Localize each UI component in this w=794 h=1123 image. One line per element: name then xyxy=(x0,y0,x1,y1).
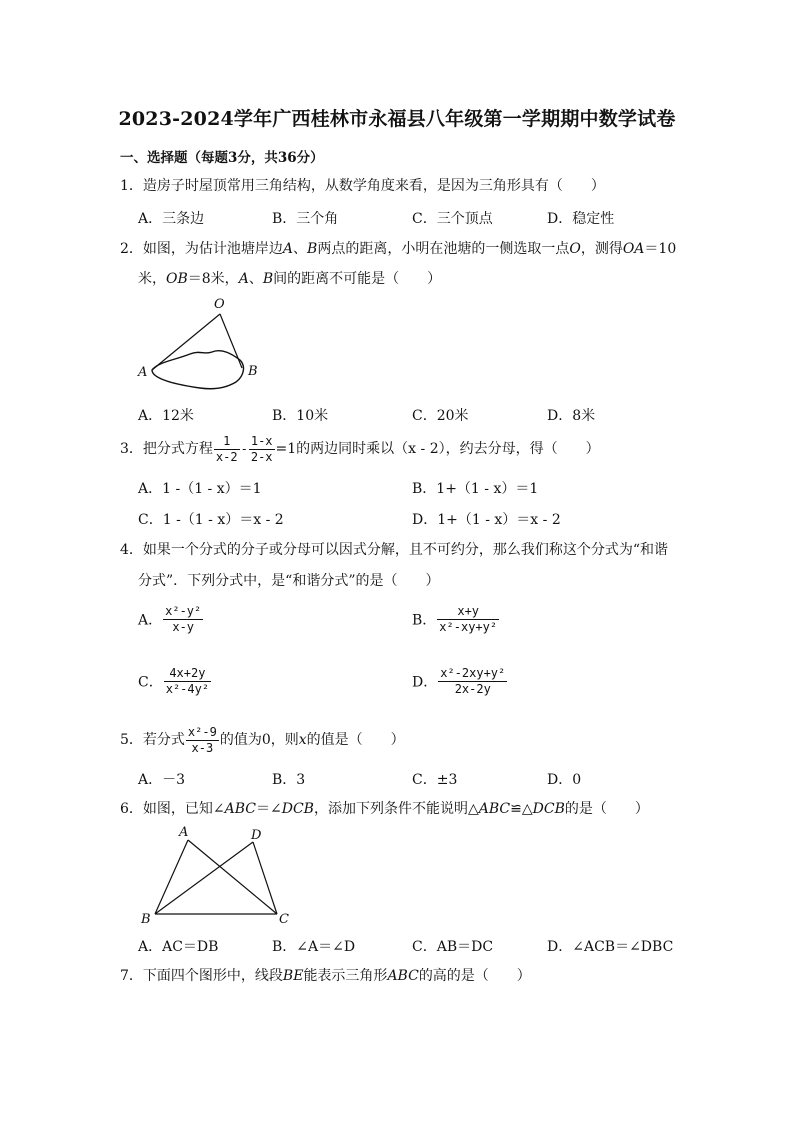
q5-option-d: D．0 xyxy=(547,772,582,788)
q3-fraction-1: $\frac{1}{x-2}$ xyxy=(215,433,238,464)
q3-option-b: B．1+（1 - x）＝1 xyxy=(412,481,539,497)
pond-figure xyxy=(130,292,270,392)
q4-option-b: B． $\frac{x+y}{\text{x²-xy+y²}}$ xyxy=(412,604,498,634)
q2-option-b: B．10米 xyxy=(272,408,329,424)
q3-option-c: C．1 -（1 - x）＝x - 2 xyxy=(138,512,284,528)
q2-option-c: C．20米 xyxy=(412,408,469,424)
question-1: 1．造房子时屋顶常用三角结构，从数学角度来看，是因为三角形具有（ ） xyxy=(120,178,605,194)
q6-option-a: A．AC＝DB xyxy=(138,939,219,955)
q5-fraction: $\frac{\text{x²-9}}{x-3}$ xyxy=(187,724,217,755)
section-heading: 一、选择题（每题3分，共36分） xyxy=(120,150,324,166)
fig-label-b: B xyxy=(248,364,258,379)
fig-label-c: C xyxy=(279,912,289,927)
q1-option-b: B．三个角 xyxy=(272,211,339,227)
q3-fraction-2: $\frac{1-x}{2-x}$ xyxy=(250,433,273,464)
fig-label-b: B xyxy=(141,912,151,927)
question-6: 6．如图，已知∠ABC＝∠DCB，添加下列条件不能说明△ABC≌△DCB的是（ ） xyxy=(120,801,649,817)
question-2-line-2: 米，OB＝8米，A、B间的距离不可能是（ ） xyxy=(138,271,442,287)
q4-option-a: A． $\frac{\text{x²-y²}}{x-y}$ xyxy=(138,604,202,634)
q4-option-d: D． $\frac{\text{x²-2xy+y²}}{2x-2y}$ xyxy=(412,666,506,696)
fig-label-a: A xyxy=(179,825,189,840)
question-5: 5．若分式 $\frac{\text{x²-9}}{x-3}$ 的值为0，则x的值是（ ） xyxy=(120,724,405,755)
fig-label-o: O xyxy=(214,297,225,312)
question-4-line-2: 分式”．下列分式中，是“和谐分式”的是（ ） xyxy=(138,573,440,589)
q3-option-a: A．1 -（1 - x）＝1 xyxy=(138,481,262,497)
q6-option-d: D．∠ACB＝∠DBC xyxy=(547,939,674,955)
q6-option-b: B．∠A＝∠D xyxy=(272,939,356,955)
q1-option-a: A．三条边 xyxy=(138,211,205,227)
exam-title: 2023-2024学年广西桂林市永福县八年级第一学期期中数学试卷 xyxy=(118,108,676,130)
q4-option-c: C． $\frac{4x+2y}{\text{x²-4y²}}$ xyxy=(138,666,210,696)
q6-option-c: C．AB＝DC xyxy=(412,939,494,955)
q5-option-b: B．3 xyxy=(272,772,306,788)
fig-label-d: D xyxy=(251,828,262,843)
question-3: 3．把分式方程 $\frac{1}{x-2}$ - $\frac{1-x}{2-x}$ =1的两边同时乘以（x - 2），约去分母，得（ ） xyxy=(120,433,600,464)
q2-option-a: A．12米 xyxy=(138,408,194,424)
question-4-line-1: 4．如果一个分式的分子或分母可以因式分解，且不可约分，那么我们称这个分式为“和谐 xyxy=(120,542,669,558)
question-7: 7．下面四个图形中，线段BE能表示三角形ABC的高的是（ ） xyxy=(120,968,531,984)
quadrilateral-figure xyxy=(135,822,305,930)
question-2-line-1: 2．如图，为估计池塘岸边A、B两点的距离，小明在池塘的一侧选取一点O，测得OA＝10 xyxy=(120,241,677,257)
q2-option-d: D．8米 xyxy=(547,408,596,424)
fig-label-a: A xyxy=(138,365,148,380)
q5-option-a: A．－3 xyxy=(138,772,186,788)
q3-option-d: D．1+（1 - x）＝x - 2 xyxy=(412,512,561,528)
q1-option-d: D．稳定性 xyxy=(547,211,615,227)
q5-option-c: C．±3 xyxy=(412,772,458,788)
q1-option-c: C．三个顶点 xyxy=(412,211,493,227)
